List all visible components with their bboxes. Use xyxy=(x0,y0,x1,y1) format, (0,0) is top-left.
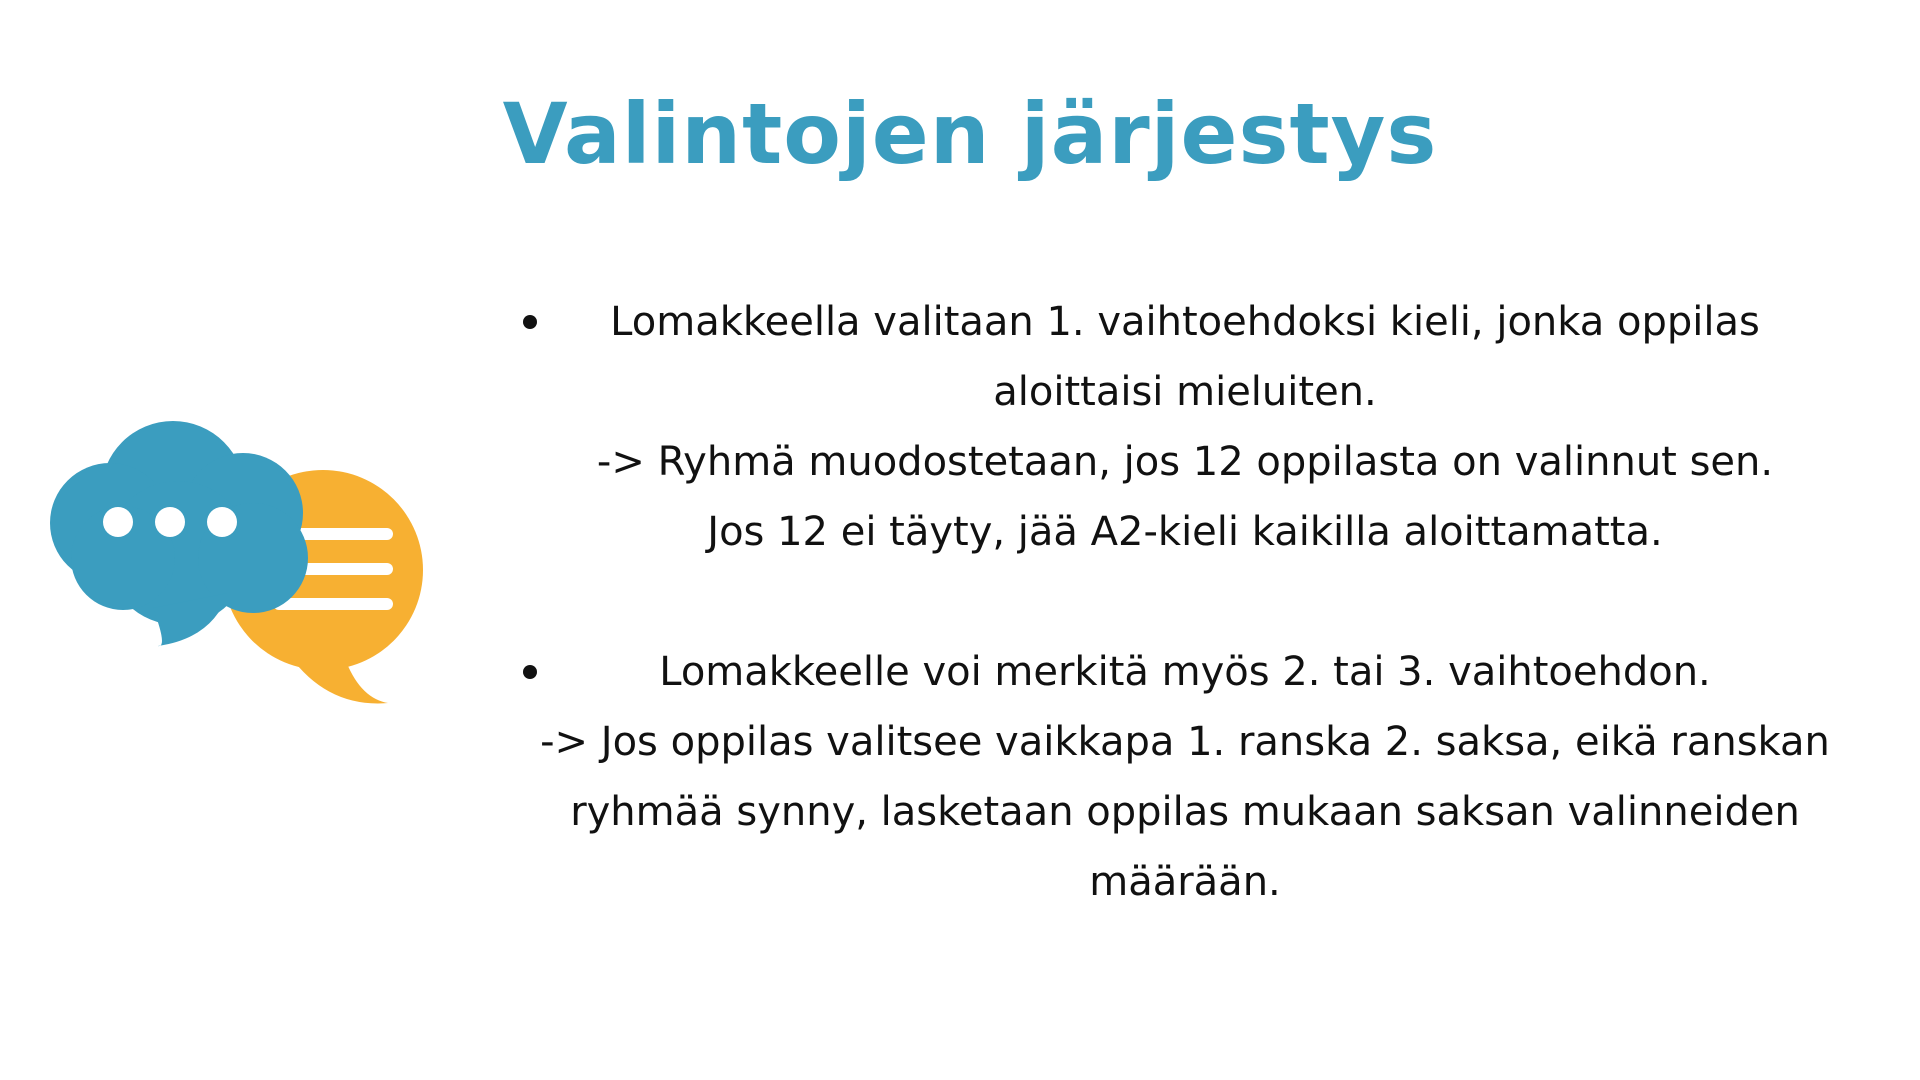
bullet-2-line-1: Lomakkeelle voi merkitä myös 2. tai 3. vaihtoehdon. xyxy=(659,649,1711,695)
bullet-point-1 xyxy=(480,287,1890,567)
page-title: Valintojen järjestys xyxy=(502,85,1438,183)
bullet-2-line-2: -> Jos oppilas valitsee vaikkapa 1. ranska 2. saksa, eikä ranskan xyxy=(540,719,1830,765)
bullet-icon xyxy=(520,637,540,707)
chat-bubbles-icon xyxy=(28,418,448,718)
text-line-icon xyxy=(273,598,393,610)
dot-icon xyxy=(155,507,185,537)
dot-icon xyxy=(103,507,133,537)
bullet-1-line-3: -> Ryhmä muodostetaan, jos 12 oppilasta on valinnut sen. xyxy=(596,439,1774,485)
bullet-point-2 xyxy=(480,637,1890,917)
bullet-1-line-4: Jos 12 ei täyty, jää A2-kieli kaikilla aloittamatta. xyxy=(707,509,1663,555)
dot-icon xyxy=(207,507,237,537)
bullet-list xyxy=(480,287,1890,917)
bullet-1-line-1: Lomakkeella valitaan 1. vaihtoehdoksi kieli, jonka oppilas xyxy=(610,299,1760,345)
bullet-1-line-2: aloittaisi mieluiten. xyxy=(993,369,1377,415)
bullet-2-line-4: määrään. xyxy=(1089,859,1281,905)
bullet-icon xyxy=(520,287,540,357)
bullet-2-line-3: ryhmää synny, lasketaan oppilas mukaan saksan valinneiden xyxy=(570,789,1800,835)
